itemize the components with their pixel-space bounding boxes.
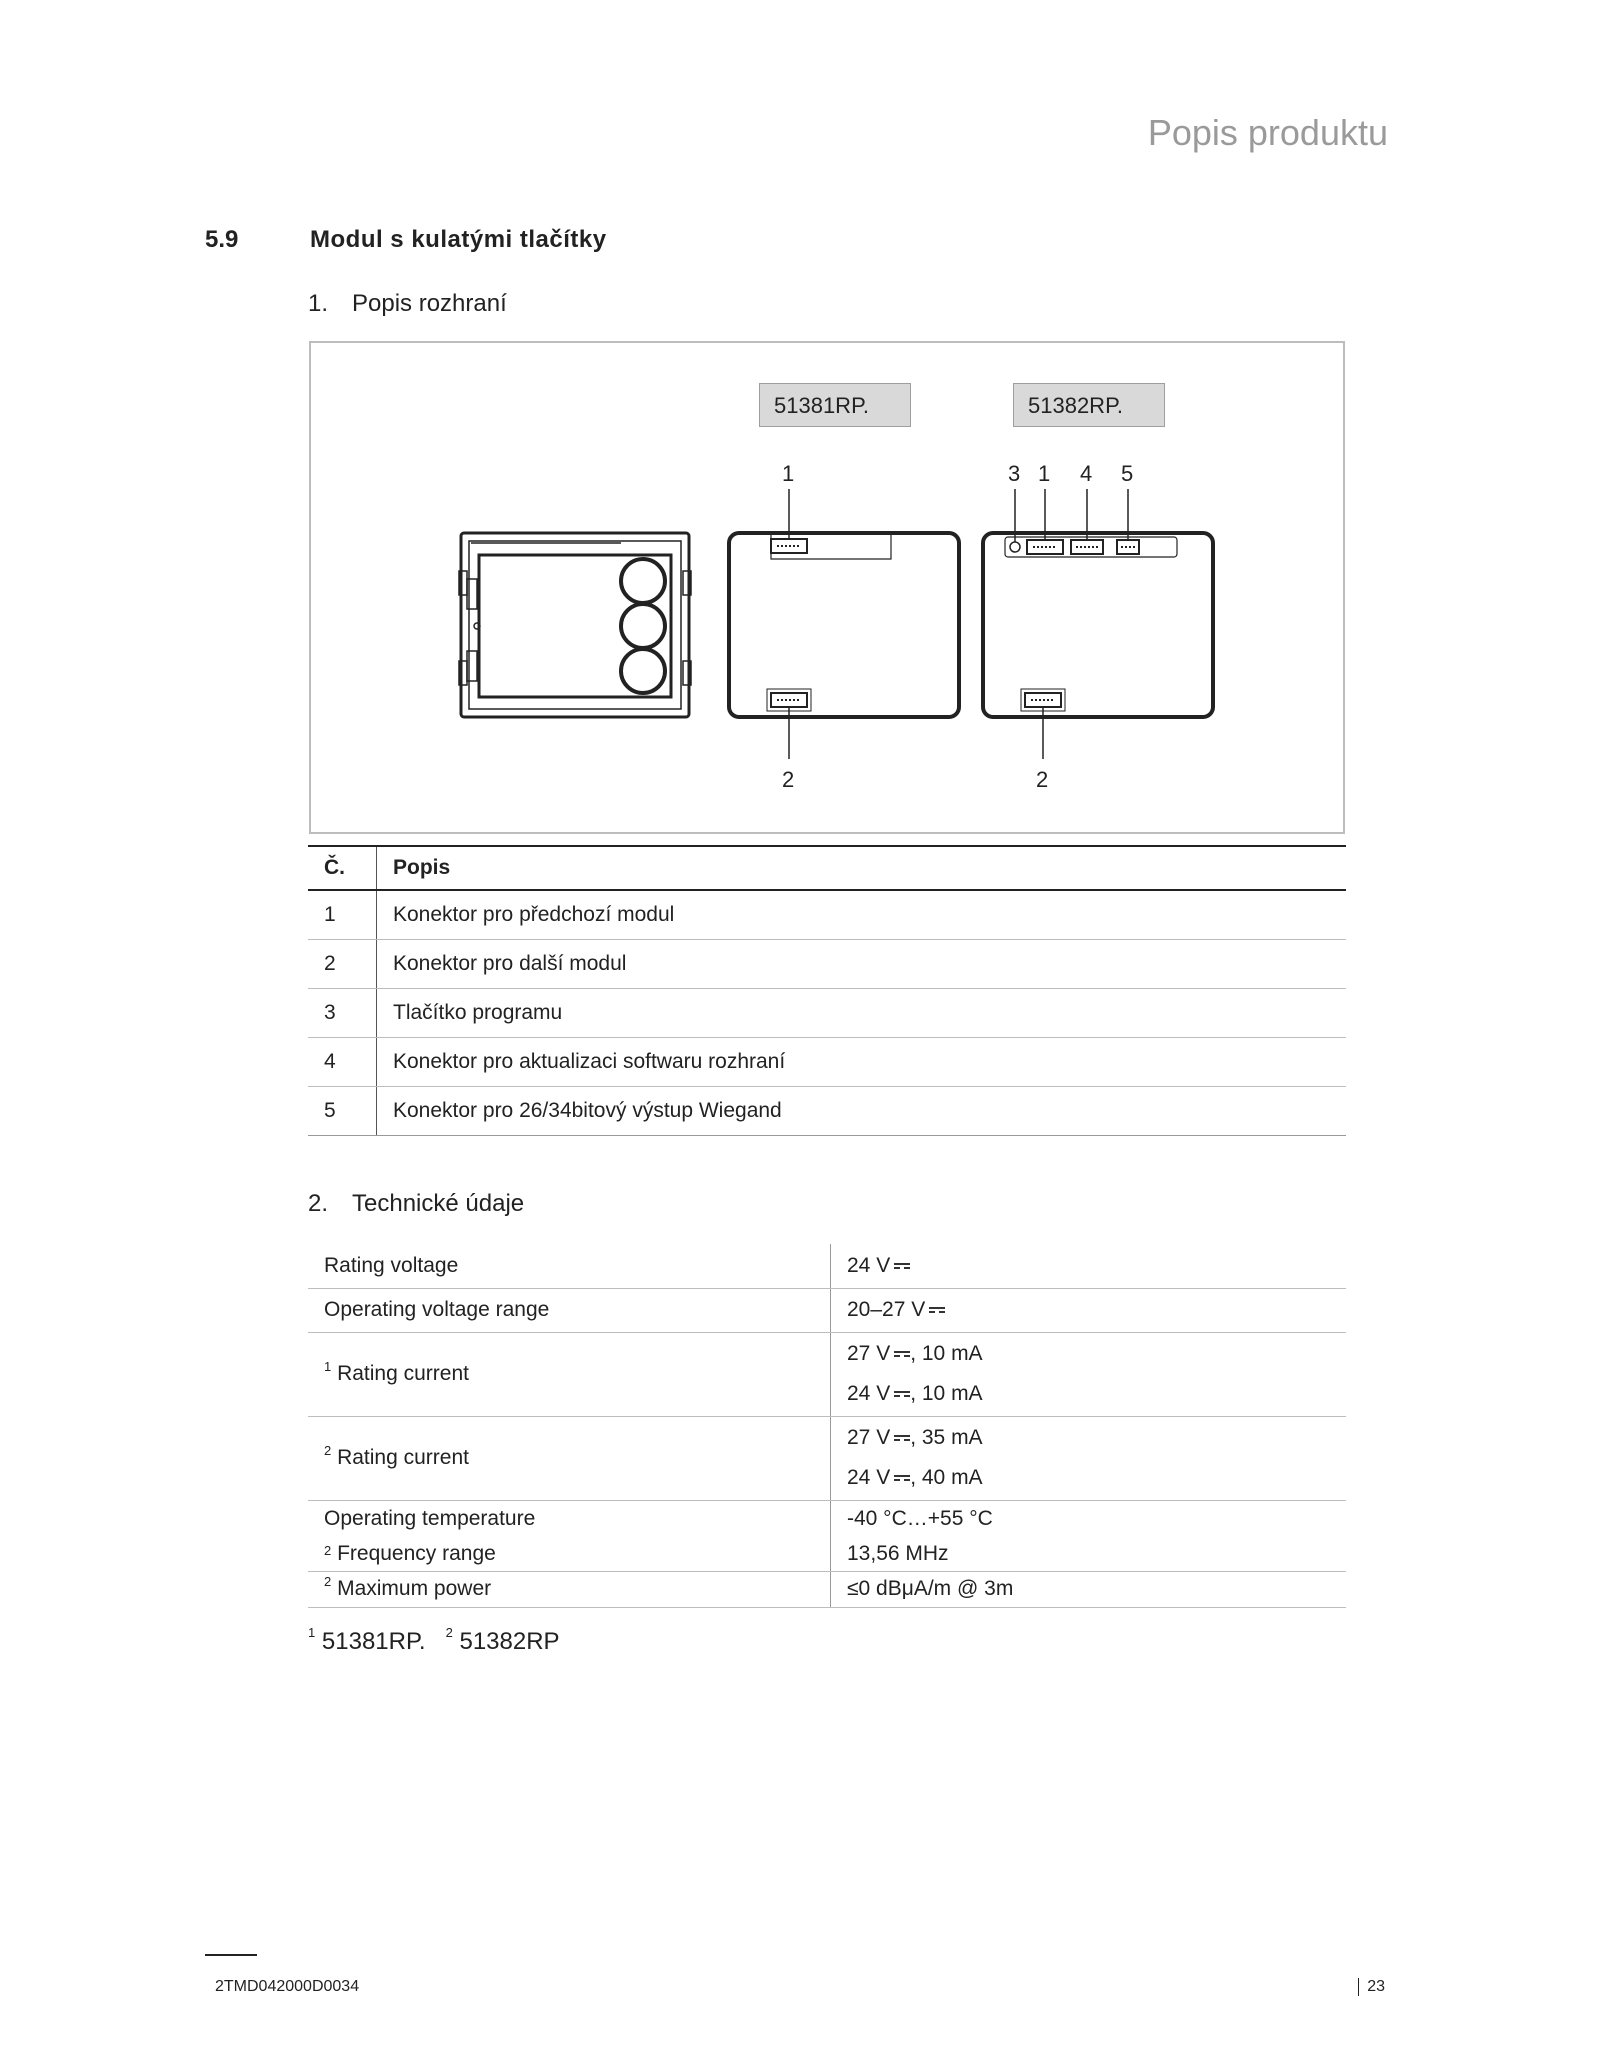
table-footnote: $^1$ 51381RP. $^2$ 51382RP [308,1625,560,1655]
row-description: Tlačítko programu [377,989,1347,1038]
dc-symbol-icon [929,1306,945,1314]
subsection-tech-heading: 2. Technické údaje [308,1190,525,1217]
section-number: 5.9 [205,226,239,253]
spec-label: $^2$ Maximum power [308,1571,831,1607]
callout-a-2: 2 [782,767,795,792]
model-a-label: 51381RP. [759,383,911,427]
dc-symbol-icon [894,1390,910,1398]
table-row [308,989,1346,1038]
table-row [308,940,1346,989]
spec-value: ≤0 dBμA/m @ 3m [831,1571,1347,1607]
module-a-rear-drawing [729,489,959,759]
module-b-rear-drawing [983,489,1213,759]
table-row [308,1038,1346,1087]
document-id: 2TMD042000D0034 [215,1978,360,1995]
spec-value: 24 V [831,1244,1347,1288]
section-title: Modul s kulatými tlačítky [310,226,607,253]
page-header-title: Popis produktu [1147,112,1388,153]
column-header-description: Popis [377,846,1347,890]
spec-label: $^2$ Rating current [308,1416,831,1500]
front-module-drawing [459,533,691,717]
callout-b-5: 5 [1121,461,1134,486]
row-number: 3 [308,989,377,1038]
spec-label: Rating voltage [308,1244,831,1288]
table-row [308,1288,1346,1332]
table-header-row [308,846,1346,890]
spec-value: 27 V , 35 mA 24 V , 40 mA [831,1416,1347,1500]
row-number: 5 [308,1087,377,1136]
dc-symbol-icon [894,1474,910,1482]
table-row [308,1087,1346,1136]
row-description: Konektor pro 26/34bitový výstup Wiegand [377,1087,1347,1136]
callout-b-2: 2 [1036,767,1049,792]
spec-value: 27 V , 10 mA 24 V , 10 mA [831,1332,1347,1416]
table-row [308,1500,1346,1571]
row-number: 4 [308,1038,377,1087]
row-description: Konektor pro aktualizaci softwaru rozhraní [377,1038,1347,1087]
callout-b-3: 3 [1008,461,1021,486]
spec-label: Operating temperature $^2$ Frequency range [308,1500,831,1571]
model-b-label: 51382RP. [1013,383,1165,427]
column-header-number: Č. [308,846,377,890]
spec-label: $^1$ Rating current [308,1332,831,1416]
callout-a-1: 1 [782,461,795,486]
dc-symbol-icon [894,1434,910,1442]
dc-symbol-icon [894,1350,910,1358]
table-row [308,1416,1346,1500]
row-number: 2 [308,940,377,989]
table-row [308,1571,1346,1607]
callout-b-1: 1 [1038,461,1051,486]
table-row [308,1332,1346,1416]
footer-rule [205,1954,257,1956]
spec-value: -40 °C…+55 °C 13,56 MHz [831,1500,1347,1571]
row-number: 1 [308,890,377,940]
technical-data-table [308,1244,1346,1608]
table-row [308,890,1346,940]
table-row [308,1244,1346,1288]
interface-description-table [308,845,1346,1136]
row-description: Konektor pro předchozí modul [377,890,1347,940]
subsection-interface-heading: 1. Popis rozhraní [308,290,507,317]
page-number: 23 [1358,1978,1385,1996]
interface-figure [309,341,1345,834]
spec-label: Operating voltage range [308,1288,831,1332]
callout-b-4: 4 [1080,461,1093,486]
dc-symbol-icon [894,1262,910,1270]
row-description: Konektor pro další modul [377,940,1347,989]
spec-value: 20–27 V [831,1288,1347,1332]
